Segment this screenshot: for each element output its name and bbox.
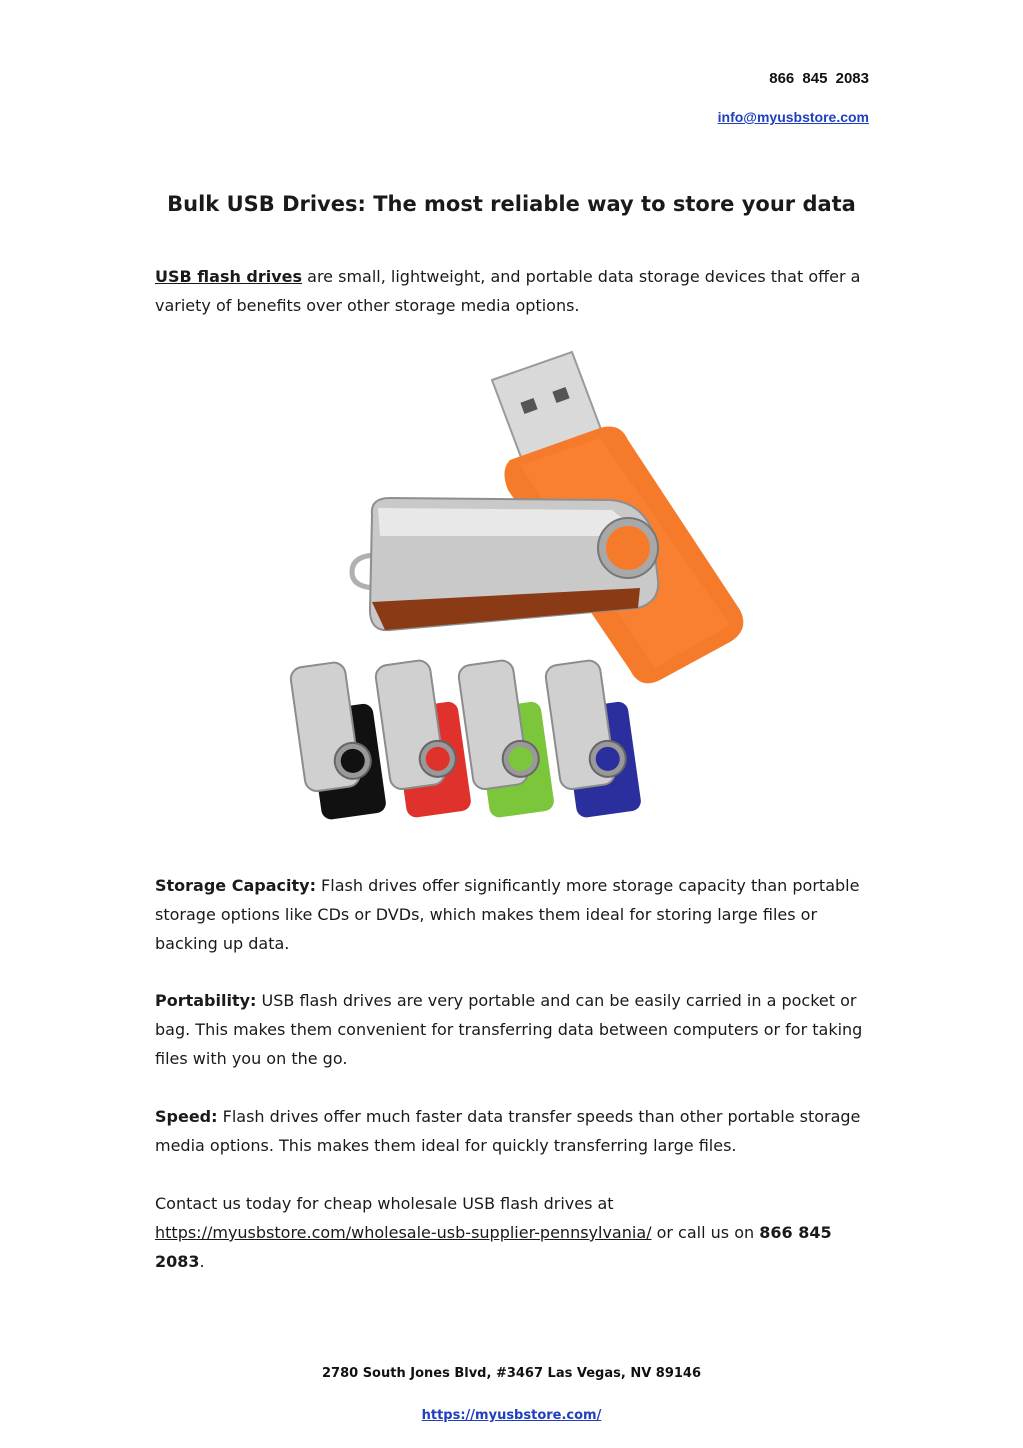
large-usb-drive bbox=[352, 352, 743, 683]
portability-text: USB flash drives are very portable and can be easily carried in a pocket or bag. This makes them convenient for transferring data between computers or for taking files with you on the go. bbox=[155, 991, 863, 1068]
header-email-link[interactable]: info@myusbstore.com bbox=[717, 109, 869, 125]
portability-label: Portability: bbox=[155, 991, 257, 1010]
page-title: Bulk USB Drives: The most reliable way to store your data bbox=[167, 192, 856, 216]
footer-address: 2780 South Jones Blvd, #3467 Las Vegas, NV 89146 bbox=[321, 1366, 702, 1381]
contact-text-before: Contact us today for cheap wholesale USB flash drives at bbox=[155, 1194, 614, 1213]
wholesale-url-link[interactable]: https://myusbstore.com/wholesale-usb-supplier-pennsylvania/ bbox=[155, 1223, 652, 1242]
speed-label: Speed: bbox=[155, 1107, 218, 1126]
page-header bbox=[718, 70, 869, 127]
storage-capacity-label: Storage Capacity: bbox=[155, 876, 316, 895]
footer-website-link[interactable]: https://myusbstore.com/ bbox=[421, 1408, 602, 1423]
small-usb-drives bbox=[289, 656, 642, 822]
speed-paragraph bbox=[155, 1102, 870, 1160]
usb-flash-drives-link[interactable]: USB flash drives bbox=[155, 267, 303, 286]
header-phone: 866 845 2083 bbox=[769, 70, 869, 87]
contact-text-middle: or call us on bbox=[651, 1223, 760, 1242]
storage-capacity-text: Flash drives offer significantly more storage capacity than portable storage options like CDs or DVDs, which makes them ideal for storing large files or backing up data. bbox=[155, 876, 860, 953]
storage-capacity-paragraph bbox=[155, 871, 870, 958]
intro-text: are small, lightweight, and portable data storage devices that offer a variety of benefits over other storage media options. bbox=[155, 267, 861, 315]
intro-paragraph bbox=[155, 262, 870, 320]
contact-phone: 866 845 2083 bbox=[155, 1223, 832, 1271]
usb-flash-drives-image bbox=[260, 340, 770, 850]
contact-text-after: . bbox=[199, 1252, 205, 1271]
contact-paragraph bbox=[155, 1189, 870, 1276]
speed-text: Flash drives offer much faster data transfer speeds than other portable storage media options. This makes them ideal for quickly transferring large files. bbox=[155, 1107, 861, 1155]
portability-paragraph bbox=[155, 986, 870, 1073]
